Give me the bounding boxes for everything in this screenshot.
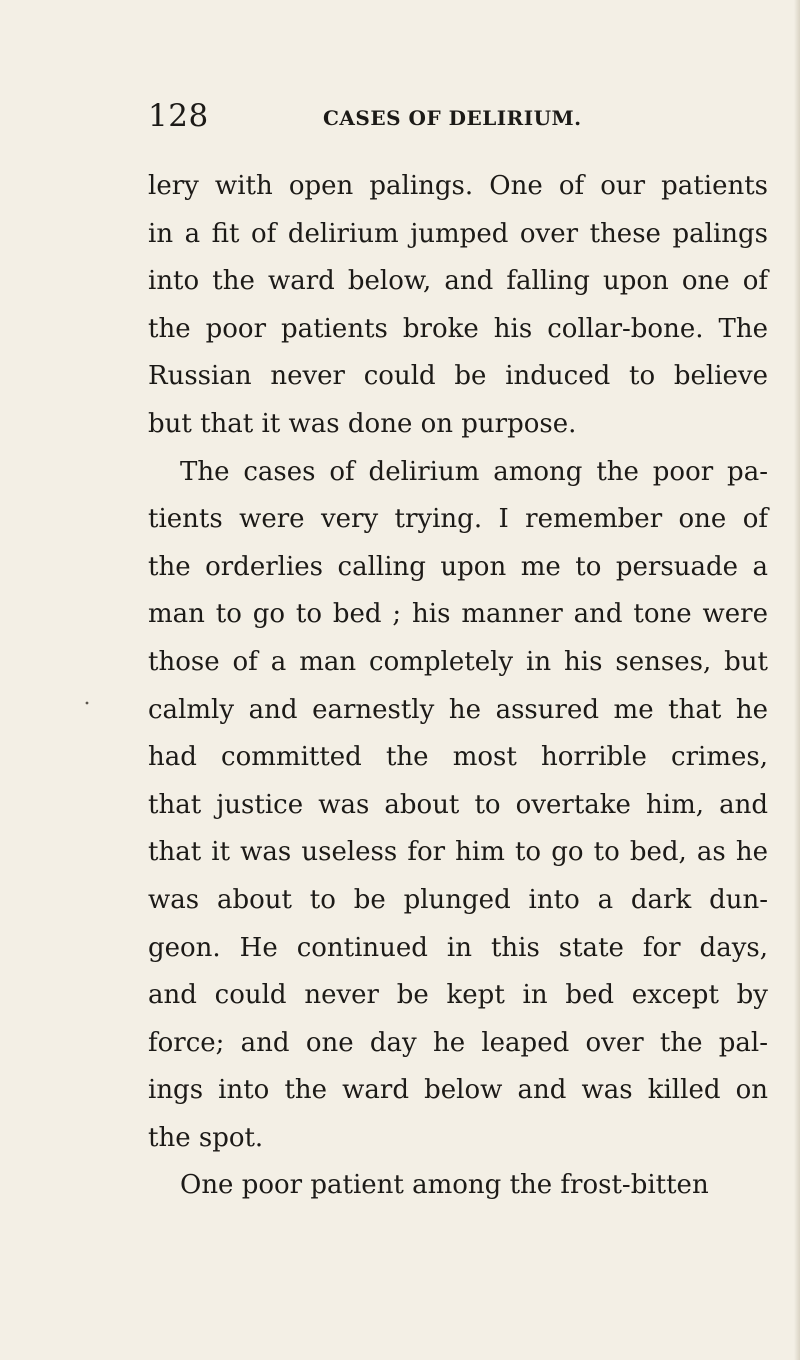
text-line: in a fit of delirium jumped over these palings xyxy=(148,218,768,249)
text-line: One poor patient among the frost-bitten xyxy=(180,1170,709,1201)
text-line: lery with open palings. One of our patients xyxy=(148,171,768,201)
page-number: 128 xyxy=(148,98,209,134)
text-line: but that it was done on purpose. xyxy=(148,408,577,439)
body-text xyxy=(148,163,768,1210)
text-line: man to go to bed ; his manner and tone were xyxy=(148,599,768,630)
text-line: calmly and earnestly he assured me that he xyxy=(148,694,768,725)
text-line: The cases of delirium among the poor pa- xyxy=(180,456,768,487)
page-edge-shadow xyxy=(794,0,800,1360)
page-header xyxy=(148,96,708,136)
text-line: those of a man completely in his senses, but xyxy=(148,646,768,677)
scan-speck xyxy=(84,700,90,706)
text-line: that it was useless for him to go to bed, as he xyxy=(148,837,768,868)
text-line: the spot. xyxy=(148,1122,264,1153)
running-head: CASES OF DELIRIUM. xyxy=(323,106,582,130)
text-line: ings into the ward below and was killed on xyxy=(148,1075,768,1106)
text-line: had committed the most horrible crimes, xyxy=(148,742,768,773)
text-line: that justice was about to overtake him, and xyxy=(148,789,768,820)
text-line: geon. He continued in this state for days, xyxy=(148,932,768,963)
text-line: and could never be kept in bed except by xyxy=(148,980,768,1011)
text-line: force; and one day he leaped over the pal- xyxy=(148,1027,768,1058)
text-line: the orderlies calling upon me to persuade a xyxy=(148,551,768,582)
text-line: tients were very trying. I remember one of xyxy=(148,504,768,535)
text-line: the poor patients broke his collar-bone. The xyxy=(148,313,768,344)
text-line: into the ward below, and falling upon one of xyxy=(148,266,768,297)
text-line: was about to be plunged into a dark dun- xyxy=(148,884,768,915)
text-line: Russian never could be induced to believe xyxy=(148,361,768,392)
